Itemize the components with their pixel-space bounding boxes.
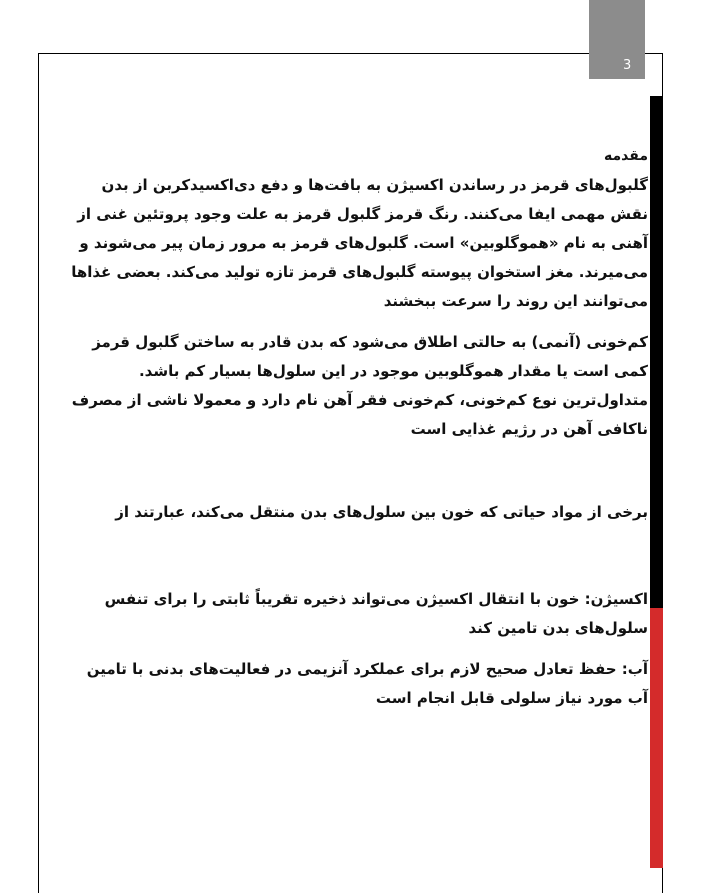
page-number: 3 — [623, 58, 632, 73]
paragraph-water: آب: حفظ تعادل صحیح لازم برای عملکرد آنزیمی در فعالیت‌های بدنی با تامین آب مورد نیاز سلولی قابل انجام است — [86, 660, 648, 707]
paragraph-red-blood-cells: گلبول‌های قرمز در رساندن اکسیژن به بافت‌ها و دفع دی‌اکسیدکربن از بدن نقش مهمی ایفا می‌کنند. رنگ قرمز گلبول قرمز به علت وجود پروتئین غنی از آهنی به نام «هموگلوبین» است. گلبول‌های قرمز به مرور زمان پیر می‌شوند و می‌میرند. مغز استخوان پیوسته گلبول‌های قرمز تازه تولید می‌کند. بعضی غذاها می‌توانند این روند را سرعت ببخشند — [71, 176, 648, 310]
side-bar-red — [650, 608, 663, 868]
paragraph-oxygen: اکسیژن: خون با انتقال اکسیژن می‌تواند ذخیره تقریباً ثابتی را برای تنفس سلول‌های بدن تامین کند — [104, 590, 648, 637]
paragraph-anemia: کم‌خونی (آنمی) به حالتی اطلاق می‌شود که بدن قادر به ساختن گلبول قرمز کمی است یا مقدار هموگلوبین موجود در این سلول‌ها بسیار کم باشد. متداول‌ترین نوع کم‌خونی، کم‌خونی فقر آهن نام دارد و معمولا ناشی از مصرف ناکافی آهن در رژیم غذایی است — [71, 333, 648, 438]
section-heading: مقدمه — [604, 148, 648, 164]
side-bar-black — [650, 96, 663, 608]
document-body — [62, 146, 648, 713]
paragraph-vital-substances: برخی از مواد حیاتی که خون بین سلول‌های بدن منتقل می‌کند، عبارتند از — [115, 503, 648, 521]
page-number-box — [589, 0, 645, 79]
